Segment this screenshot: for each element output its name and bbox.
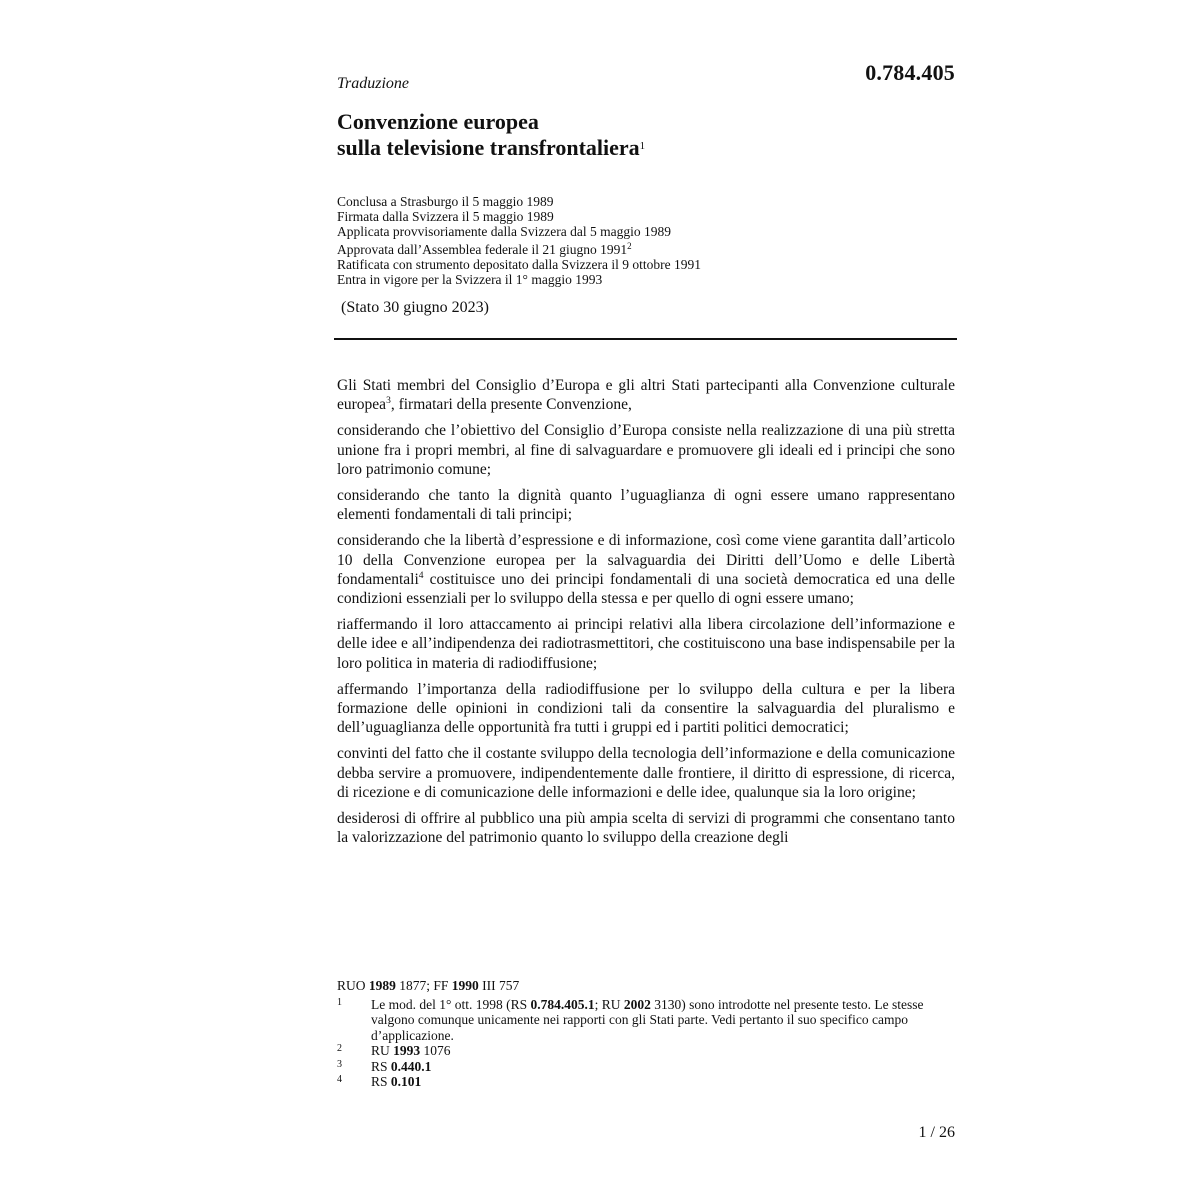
footnote-number: 4 <box>337 1074 342 1085</box>
preamble-paragraph-8: desiderosi di offrire al pubblico una più ampia scelta di servizi di programmi che consentano tanto la valorizzazione del patrimonio quanto lo sviluppo della creazione degli <box>337 810 955 847</box>
footnote-2-bold: 1993 <box>393 1043 421 1058</box>
preamble-paragraph-7: convinti del fatto che il costante sviluppo della tecnologia dell’informazione e della comunicazione debba servire a promuovere, indipendentemente dalle frontiere, il diritto di espressione, di ricerca, di ricezione e di comunicazione delle informazioni e delle idee, qualunque sia la loro origine; <box>337 745 955 801</box>
footnotes <box>337 978 955 1090</box>
footnote-2-prefix: RU <box>371 1043 390 1058</box>
footnote-1-bold-b: 2002 <box>623 996 651 1012</box>
footnote-text <box>371 997 955 1044</box>
footnote-item <box>337 1059 955 1075</box>
status-date: (Stato 30 giugno 2023) <box>341 299 489 316</box>
meta-approved-text: Approvata dall’Assemblea federale il 21 giugno 1991 <box>337 242 628 258</box>
title-footnote-ref[interactable]: 1 <box>639 140 646 152</box>
page-number: 1 / 26 <box>918 1124 955 1141</box>
footnote-item <box>337 1074 955 1090</box>
footnote-1-text-c: 3130) sono introdotte nel presente testo. Le stesse valgono comunque unicamente nei rapporti con gli Stati parte. Vedi pertanto il suo specifico campo d’applicazione. <box>371 996 924 1043</box>
translation-label: Traduzione <box>337 75 410 92</box>
preamble-p4-text-b: costituisce uno dei principi fondamentali di una società democratica ed una delle condizioni essenziali per lo sviluppo della stessa e per quello di ogni essere umano; <box>337 570 955 608</box>
preamble-paragraph-4 <box>337 531 955 608</box>
footnote-text <box>371 1074 955 1090</box>
preamble <box>337 376 955 854</box>
meta-ratified: Ratificata con strumento depositato dalla Svizzera il 9 ottobre 1991 <box>337 257 702 273</box>
preamble-paragraph-1 <box>337 376 955 414</box>
header-divider <box>334 338 957 340</box>
footnote-text <box>371 1043 955 1059</box>
preamble-p1-text-a: Gli Stati membri del Consiglio d’Europa e gli altri Stati partecipanti alla Convenzione culturale europea <box>337 377 955 414</box>
sr-number: 0.784.405 <box>865 60 955 85</box>
footnote-2-suffix: 1076 <box>423 1043 451 1058</box>
source-ff-page: III 757 <box>482 978 520 993</box>
footnote-item <box>337 1043 955 1059</box>
meta-approved <box>337 239 701 258</box>
title-line-2-text: sulla televisione transfrontaliera <box>337 135 640 160</box>
source-ff-year: 1990 <box>451 978 479 993</box>
footnote-1-text-a: Le mod. del 1° ott. 1998 (RS <box>371 996 531 1012</box>
title-line-2 <box>337 134 645 160</box>
footnote-number: 1 <box>337 996 342 1008</box>
source-ruo-page: 1877; FF <box>399 978 449 993</box>
footnote-4-prefix: RS <box>371 1074 388 1089</box>
meta-in-force: Entra in vigore per la Svizzera il 1° maggio 1993 <box>337 271 603 287</box>
footnote-number: 3 <box>337 1058 342 1070</box>
meta-provisional: Applicata provvisoriamente dalla Svizzera dal 5 maggio 1989 <box>337 223 672 239</box>
preamble-p4-text-a: considerando che la libertà d’espressione e di informazione, così come viene garantita dall’articolo 10 della Convenzione europea per la salvaguardia dei Diritti dell’Uomo e delle Libertà fondamentali <box>337 532 955 588</box>
meta-concluded: Conclusa a Strasburgo il 5 maggio 1989 <box>337 194 554 209</box>
meta-approved-footnote-ref[interactable]: 2 <box>627 241 632 252</box>
title-line-1: Convenzione europea <box>337 109 539 134</box>
footnote-text <box>371 1059 955 1075</box>
preamble-paragraph-5: riaffermando il loro attaccamento ai principi relativi alla libera circolazione dell’informazione e delle idee e all’indipendenza dei radiotrasmettitori, che costituiscono una base indispensabile per la loro politica in materia di radiodiffusione; <box>337 616 955 672</box>
document-title <box>337 110 645 160</box>
preamble-paragraph-3: considerando che tanto la dignità quanto l’uguaglianza di ogni essere umano rappresentano elementi fondamentali di tali principi; <box>337 487 955 524</box>
preamble-paragraph-2: considerando che l’obiettivo del Consiglio d’Europa consiste nella realizzazione di una più stretta unione fra i propri membri, al fine di salvaguardare e promuovere gli ideali ed i principi che sono loro patrimonio comune; <box>337 422 955 478</box>
preamble-p1-footnote-ref[interactable]: 3 <box>386 396 391 407</box>
footnote-4-bold: 0.101 <box>390 1074 422 1089</box>
footnote-1-text-b: ; RU <box>594 996 624 1012</box>
footnote-source <box>337 978 955 994</box>
preamble-p1-text-b: , firmatari della presente Convenzione, <box>390 396 632 414</box>
preamble-paragraph-6: affermando l’importanza della radiodiffusione per lo sviluppo della cultura e per la libera formazione delle opinioni in condizioni tali da consentire la salvaguardia del pluralismo e dell’uguaglianza delle opportunità fra tutti i gruppi ed i partiti politici democratici; <box>337 680 955 737</box>
source-ruo-label: RUO <box>337 978 366 993</box>
footnote-item <box>337 997 955 1044</box>
source-ruo-year: 1989 <box>368 978 396 993</box>
footnote-3-prefix: RS <box>371 1058 388 1074</box>
preamble-p4-footnote-ref[interactable]: 4 <box>418 570 424 581</box>
metadata-block <box>337 195 701 288</box>
meta-signed: Firmata dalla Svizzera il 5 maggio 1989 <box>337 208 554 224</box>
footnote-number: 2 <box>337 1043 342 1054</box>
footnote-1-bold-a: 0.784.405.1 <box>530 996 595 1012</box>
footnote-3-bold: 0.440.1 <box>390 1058 432 1074</box>
